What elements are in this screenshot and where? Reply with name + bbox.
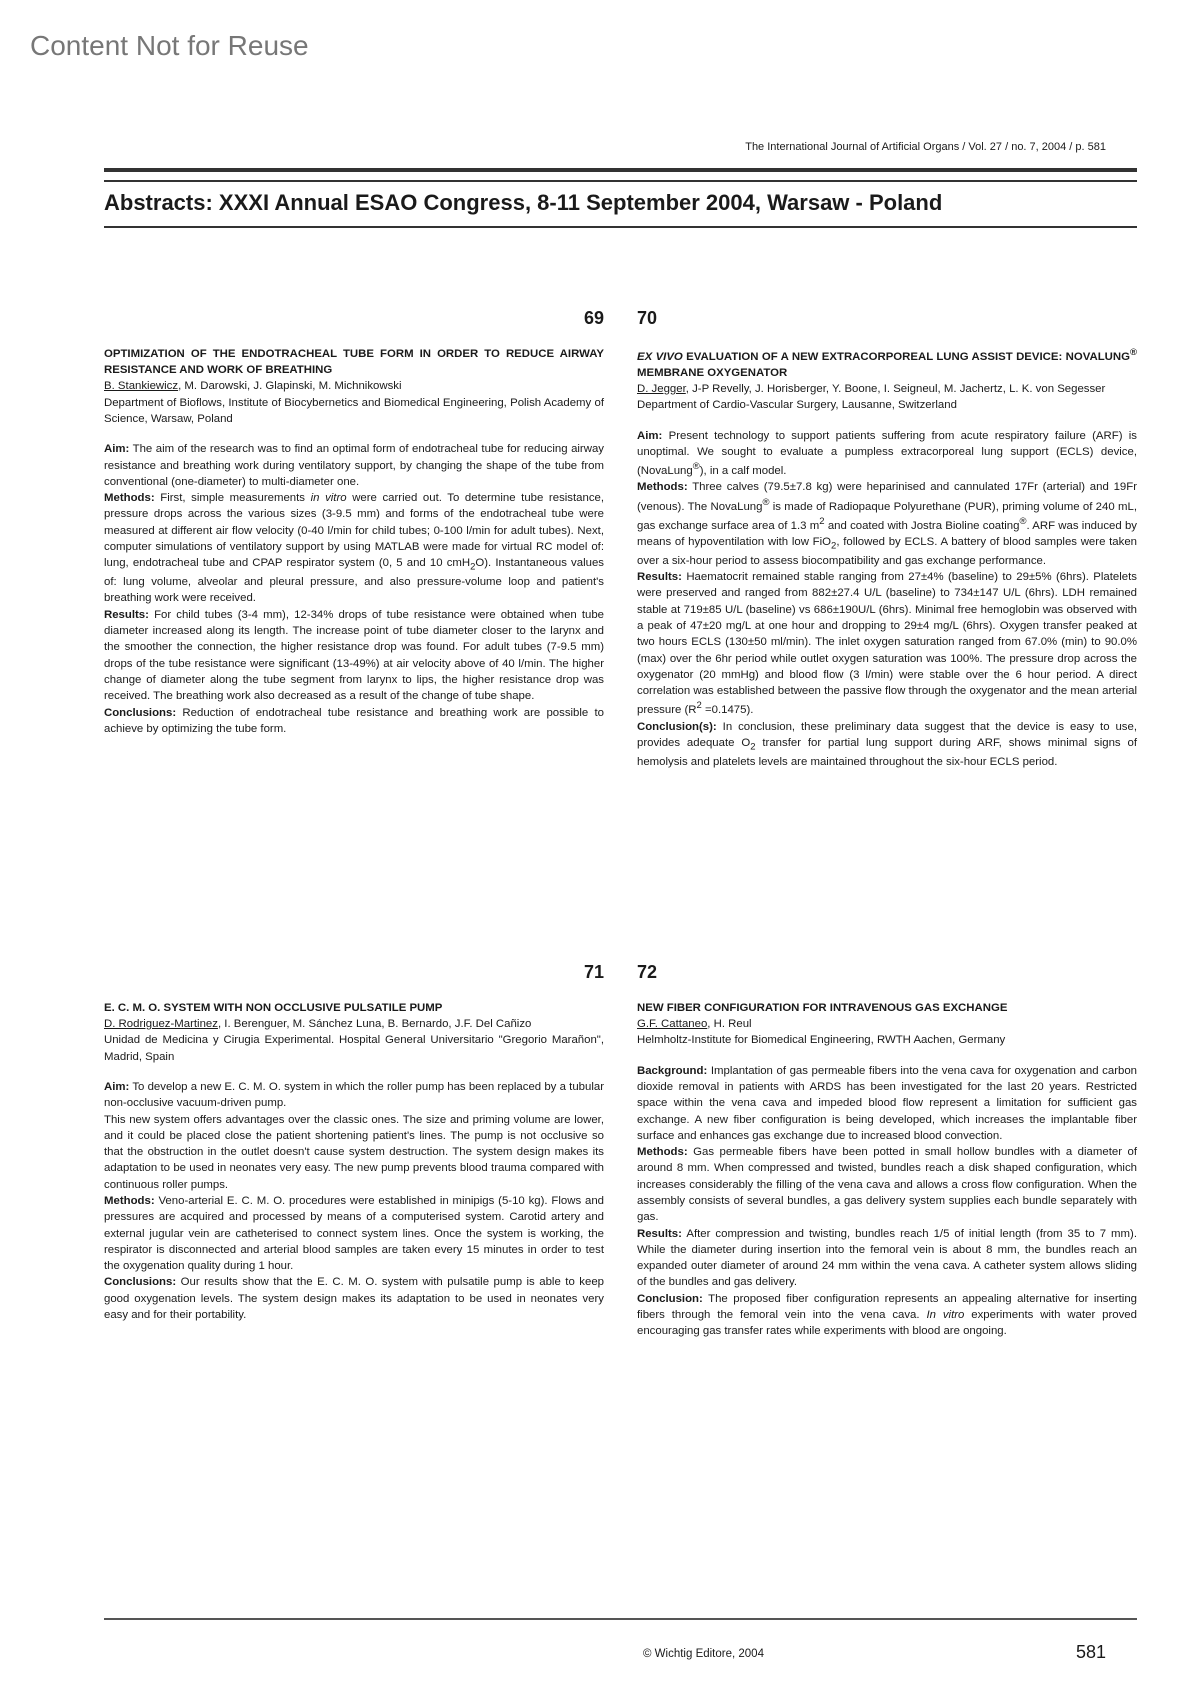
abstract-aim: Aim: Present technology to support patients suffering from acute respiratory failure (ARF) is unoptimal. We sought to evaluate a pumpless extracorporeal lung support (ECLS) device, (NovaLung®), in a calf model. <box>637 429 1137 478</box>
header-rule-thin <box>104 180 1137 182</box>
abstract-results: Results: For child tubes (3-4 mm), 12-34% drops of tube resistance were obtained when tube diameter increased along its length. The increase point of tube diameter closer to the larynx and the smoother the connection, the higher resistance drop was found. For adult tubes (7-9.5 mm) drops of the tube resistance were significant (13-49%) at air velocity above of 40 l/min. The higher change of diameter along the tube segment from larynx to lips, the higher resistance drop was received. The breathing work also decreased as a result of the change of tube shape. <box>104 608 605 703</box>
abstract-number: 70 <box>637 308 658 328</box>
journal-header: The International Journal of Artificial Organs / Vol. 27 / no. 7, 2004 / p. 581 <box>745 141 1106 153</box>
abstract-70 <box>637 306 1137 770</box>
abstract-title: OPTIMIZATION OF THE ENDOTRACHEAL TUBE FORM IN ORDER TO REDUCE AIRWAY RESISTANCE AND WORK OF BREATHING <box>104 347 604 377</box>
abstract-affiliation: Unidad de Medicina y Cirugia Experimental. Hospital General Universitario "Gregorio Marañon", Madrid, Spain <box>104 1034 604 1063</box>
abstract-conclusions: Conclusions: Reduction of endotracheal tube resistance and breathing work are possible to achieve by optimizing the tube form. <box>104 706 604 735</box>
header-rule-thick <box>104 168 1137 172</box>
abstract-aim: Aim: The aim of the research was to find an optimal form of endotracheal tube for reducing airway resistance and breathing work during ventilatory support, by changing the shape of the tube from conventional (one-diameter) to multi-diameter one. <box>104 443 604 488</box>
page-number: 581 <box>1075 1642 1106 1662</box>
abstract-71 <box>104 960 604 1323</box>
footer-rule <box>104 1618 1137 1620</box>
abstract-number: 69 <box>583 308 604 328</box>
abstract-conclusions: Conclusions: Our results show that the E. C. M. O. system with pulsatile pump is able to keep good oxygenation levels. The system design makes its adaptation to be used in neonates very easy and for their portability. <box>104 1276 604 1322</box>
abstract-authors: D. Jegger, J-P Revelly, J. Horisberger, Y. Boone, I. Seigneul, M. Jachertz, L. K. von Segesser <box>637 383 1106 396</box>
copyright-notice: © Wichtig Editore, 2004 <box>643 1648 764 1660</box>
abstract-authors: D. Rodriguez-Martinez, I. Berenguer, M. Sánchez Luna, B. Bernardo, J.F. Del Cañizo <box>104 1018 532 1031</box>
abstract-title: EX VIVO EVALUATION OF A NEW EXTRACORPOREAL LUNG ASSIST DEVICE: NOVALUNG® MEMBRANE OXYGENATOR <box>637 346 1137 379</box>
abstract-methods: Methods: Gas permeable fibers have been potted in small hollow bundles with a diameter of around 8 mm. When compressed and twisted, bundles reach a disk shaped configuration, which increases considerably the filling of the vena cava and allows a cross flow configuration. When the assembly consists of several bundles, a gas delivery system supplies each bundle separately with gas. <box>637 1146 1137 1224</box>
page-title: Abstracts: XXXI Annual ESAO Congress, 8-11 September 2004, Warsaw - Poland <box>104 190 943 215</box>
abstract-conclusion: Conclusion: The proposed fiber configuration represents an appealing alternative for inserting fibers through the femoral vein into the vena cava. In vitro experiments with water proved encouraging gas transfer rates while experiments with blood are ongoing. <box>637 1292 1137 1338</box>
title-rule <box>104 226 1137 228</box>
abstract-conclusions: Conclusion(s): In conclusion, these preliminary data suggest that the device is easy to use, provides adequate $O_2$ transfer for partial lung support during ARF, shows minimal signs of hemolysis and platelets levels are maintained throughout the six-hour ECLS period. <box>637 720 1137 768</box>
abstract-title: E. C. M. O. SYSTEM WITH NON OCCLUSIVE PULSATILE PUMP <box>104 1001 443 1014</box>
abstract-methods: Methods: First, simple measurements in vitro were carried out. To determine tube resistance, pressure drops across the various sizes (3-9.5 mm) and forms of the endotracheal tube were measured at different air flow velocity (0-40 l/min for child tubes; 0-100 l/min for adult tubes). Next, computer simulations of ventilatory support by using MATLAB were made for virtual RC model of: lung, endotracheal tube and CPAP respirator system (0, 5 and 10 cmH$_2$O). Instantaneous values of: lung volume, alveolar and pleural pressure, and also pressure-volume loop and patient's breathing work were received. <box>104 492 605 605</box>
abstract-authors: B. Stankiewicz, M. Darowski, J. Glapinski, M. Michnikowski <box>104 380 402 393</box>
presenting-author: G.F. Cattaneo <box>637 1018 708 1031</box>
abstract-authors: G.F. Cattaneo, H. Reul <box>637 1018 752 1031</box>
presenting-author: D. Rodriguez-Martinez <box>104 1018 218 1031</box>
abstract-affiliation: Department of Cardio-Vascular Surgery, Lausanne, Switzerland <box>637 399 957 412</box>
presenting-author: B. Stankiewicz <box>104 380 179 393</box>
presenting-author: D. Jegger <box>637 383 686 396</box>
watermark: Content Not for Reuse <box>30 30 309 61</box>
abstract-affiliation: Department of Bioflows, Institute of Biocybernetics and Biomedical Engineering, Polish Academy of Science, Warsaw, Poland <box>104 396 604 425</box>
abstract-background: Background: Implantation of gas permeable fibers into the vena cava for oxygenation and carbon dioxide removal in patients with ARDS has been investigated for the last 20 years. Restricted space within the vena cava and impeded blood flow represent a limitation for sufficient gas exchange. A new fiber configuration is being developed, which increases the implantable fiber surface and enhances gas exchange due to increased blood convection. <box>637 1064 1137 1142</box>
abstract-affiliation: Helmholtz-Institute for Biomedical Engineering, RWTH Aachen, Germany <box>637 1034 1006 1047</box>
abstract-methods: Methods: Veno-arterial E. C. M. O. procedures were established in minipigs (5-10 kg). Flows and pressures are acquired and processed by means of a computerised system. Carotid artery and external jugular vein are catheterised to connect system lines. Once the system is working, the respirator is disconnected and arterial blood samples are taken every 15 minutes in order to test the oxygenation quality during 1 hour. <box>104 1195 604 1273</box>
abstract-69 <box>104 306 604 737</box>
abstract-number: 71 <box>583 962 604 982</box>
abstract-72 <box>637 960 1137 1340</box>
abstract-methods: Methods: Three calves (79.5±7.8 kg) were heparinised and cannulated 17Fr (arterial) and 19Fr (venous). The NovaLung® is made of Radiopaque Polyurethane (PUR), priming volume of 240 mL, gas exchange surface area of 1.3 $m^2$ and coated with Jostra Bioline coating®. ARF was induced by means of hypoventilation with low FiO$_2$, followed by ECLS. A battery of blood samples were taken over a six-hour period to assess biocompatibility and gas exchange performance. <box>637 481 1137 567</box>
abstract-number: 72 <box>637 962 658 982</box>
abstract-results: Results: Haematocrit remained stable ranging from 27±4% (baseline) to 29±5% (6hrs). Platelets were preserved and ranged from 882±27.4 U/L (baseline) to 734±147 U/L (6hrs). LDH remained stable at 719±85 U/L (baseline) vs 686±190U/L (6hrs). Minimal free hemoglobin was observed with a peak of 47±20 mg/L at one hour and dropping to 29±4 mg/L (6hrs). Oxygen transfer peaked at two hours ECLS (130±50 ml/min). The inlet oxygen saturation ranged from 67.0% (min) to 90.0% (max) over the 6hr period while outlet oxygen saturation was 100%. The pressure drop across the oxygenator (20 mmHg) and blood flow (3 l/min) were stable over the 6 hour period. A direct correlation was established between the passive flow through the oxygenator and the mean arterial pressure $(R^2 =0.1475)$. <box>637 571 1137 717</box>
abstract-intro: This new system offers advantages over the classic ones. The size and priming volume are lower, and it could be placed close the patient shortening patient's lines. The pump is not occlusive so that the obstruction in the outlet doesn't cause system destruction. The system design makes its adaptation to be used in neonates very easy. The new pump prevents blood trauma compared with continuous roller pumps. <box>104 1113 604 1191</box>
abstract-aim: Aim: To develop a new E. C. M. O. system in which the roller pump has been replaced by a tubular non-occlusive vacuum-driven pump. <box>104 1080 604 1110</box>
abstract-title: NEW FIBER CONFIGURATION FOR INTRAVENOUS GAS EXCHANGE <box>637 1001 1008 1014</box>
abstract-results: Results: After compression and twisting, bundles reach 1/5 of initial length (from 35 to 7 mm). While the diameter during insertion into the femoral vein is about 8 mm, the bundles reach an expanded outer diameter of around 24 mm within the vena cava. A catheter system allows sliding of the bundles and gas delivery. <box>637 1227 1137 1289</box>
